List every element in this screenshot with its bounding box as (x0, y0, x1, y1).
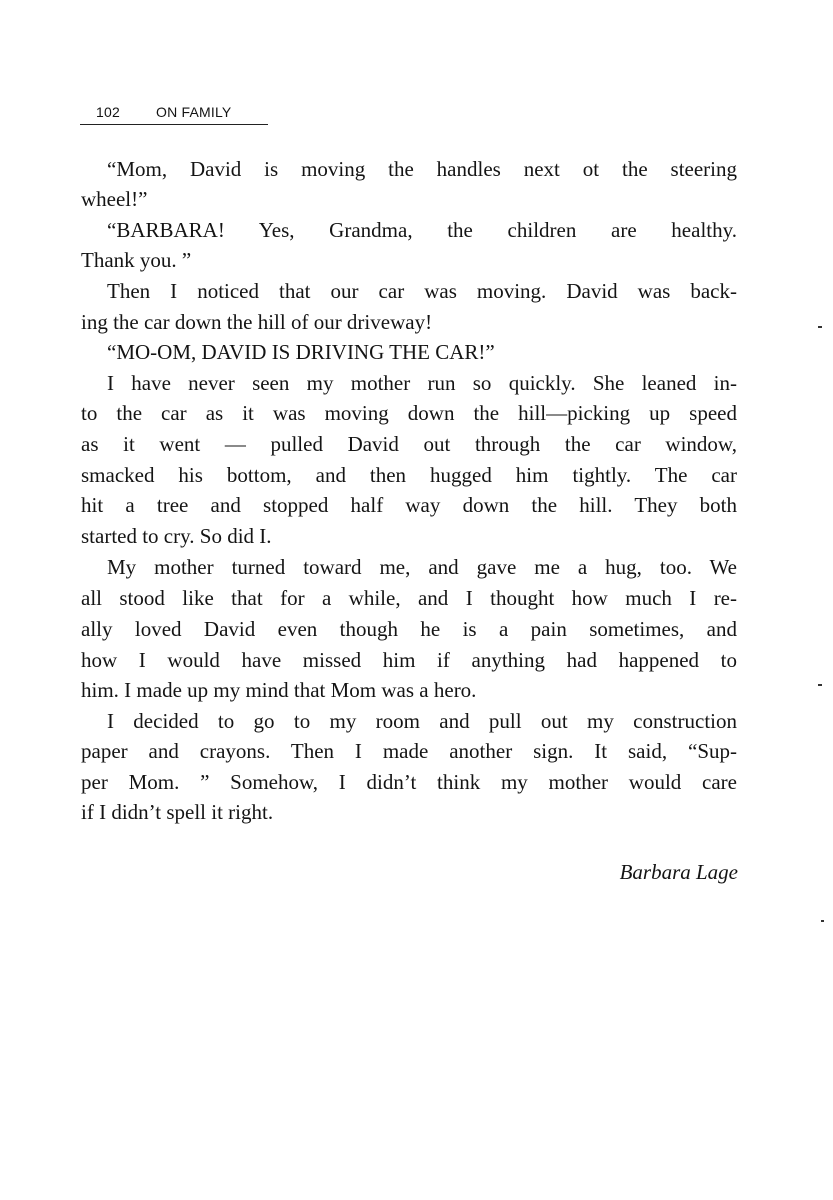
text-line: smacked his bottom, and then hugged him tightly. The car (81, 463, 737, 487)
author-signature: Barbara Lage (619, 860, 738, 884)
text-line: ally loved David even though he is a pain sometimes, and (81, 617, 737, 641)
text-line: “BARBARA! Yes, Grandma, the children are healthy. (107, 218, 737, 242)
text-line: My mother turned toward me, and gave me a hug, too. We (107, 555, 737, 579)
text-line: as it went — pulled David out through the car window, (81, 432, 737, 456)
text-line: him. I made up my mind that Mom was a hero. (81, 678, 477, 702)
text-line: “MO-OM, DAVID IS DRIVING THE CAR!” (107, 340, 495, 364)
scan-mark (818, 326, 822, 328)
running-title: ON FAMILY (156, 104, 232, 120)
text-line: per Mom. ” Somehow, I didn’t think my mother would care (81, 770, 737, 794)
text-line: hit a tree and stopped half way down the hill. They both (81, 493, 737, 517)
running-header (80, 100, 268, 125)
text-line: I have never seen my mother run so quickly. She leaned in- (107, 371, 737, 395)
text-line: if I didn’t spell it right. (81, 800, 274, 824)
scan-mark (818, 684, 822, 686)
text-line: I decided to go to my room and pull out my construction (107, 709, 737, 733)
text-line: Thank you. ” (81, 248, 192, 272)
text-line: to the car as it was moving down the hill—picking up speed (81, 401, 737, 425)
scan-mark (821, 920, 824, 922)
text-line: how I would have missed him if anything had happened to (81, 648, 737, 672)
text-line: started to cry. So did I. (81, 524, 272, 548)
page-number: 102 (96, 104, 120, 120)
text-line: paper and crayons. Then I made another sign. It said, “Sup- (81, 739, 737, 763)
text-line: all stood like that for a while, and I thought how much I re- (81, 586, 737, 610)
text-line: Then I noticed that our car was moving. David was back- (107, 279, 737, 303)
text-line: “Mom, David is moving the handles next ot the steering (107, 157, 737, 181)
text-line: wheel!” (81, 187, 148, 211)
text-line: ing the car down the hill of our driveway! (81, 310, 433, 334)
